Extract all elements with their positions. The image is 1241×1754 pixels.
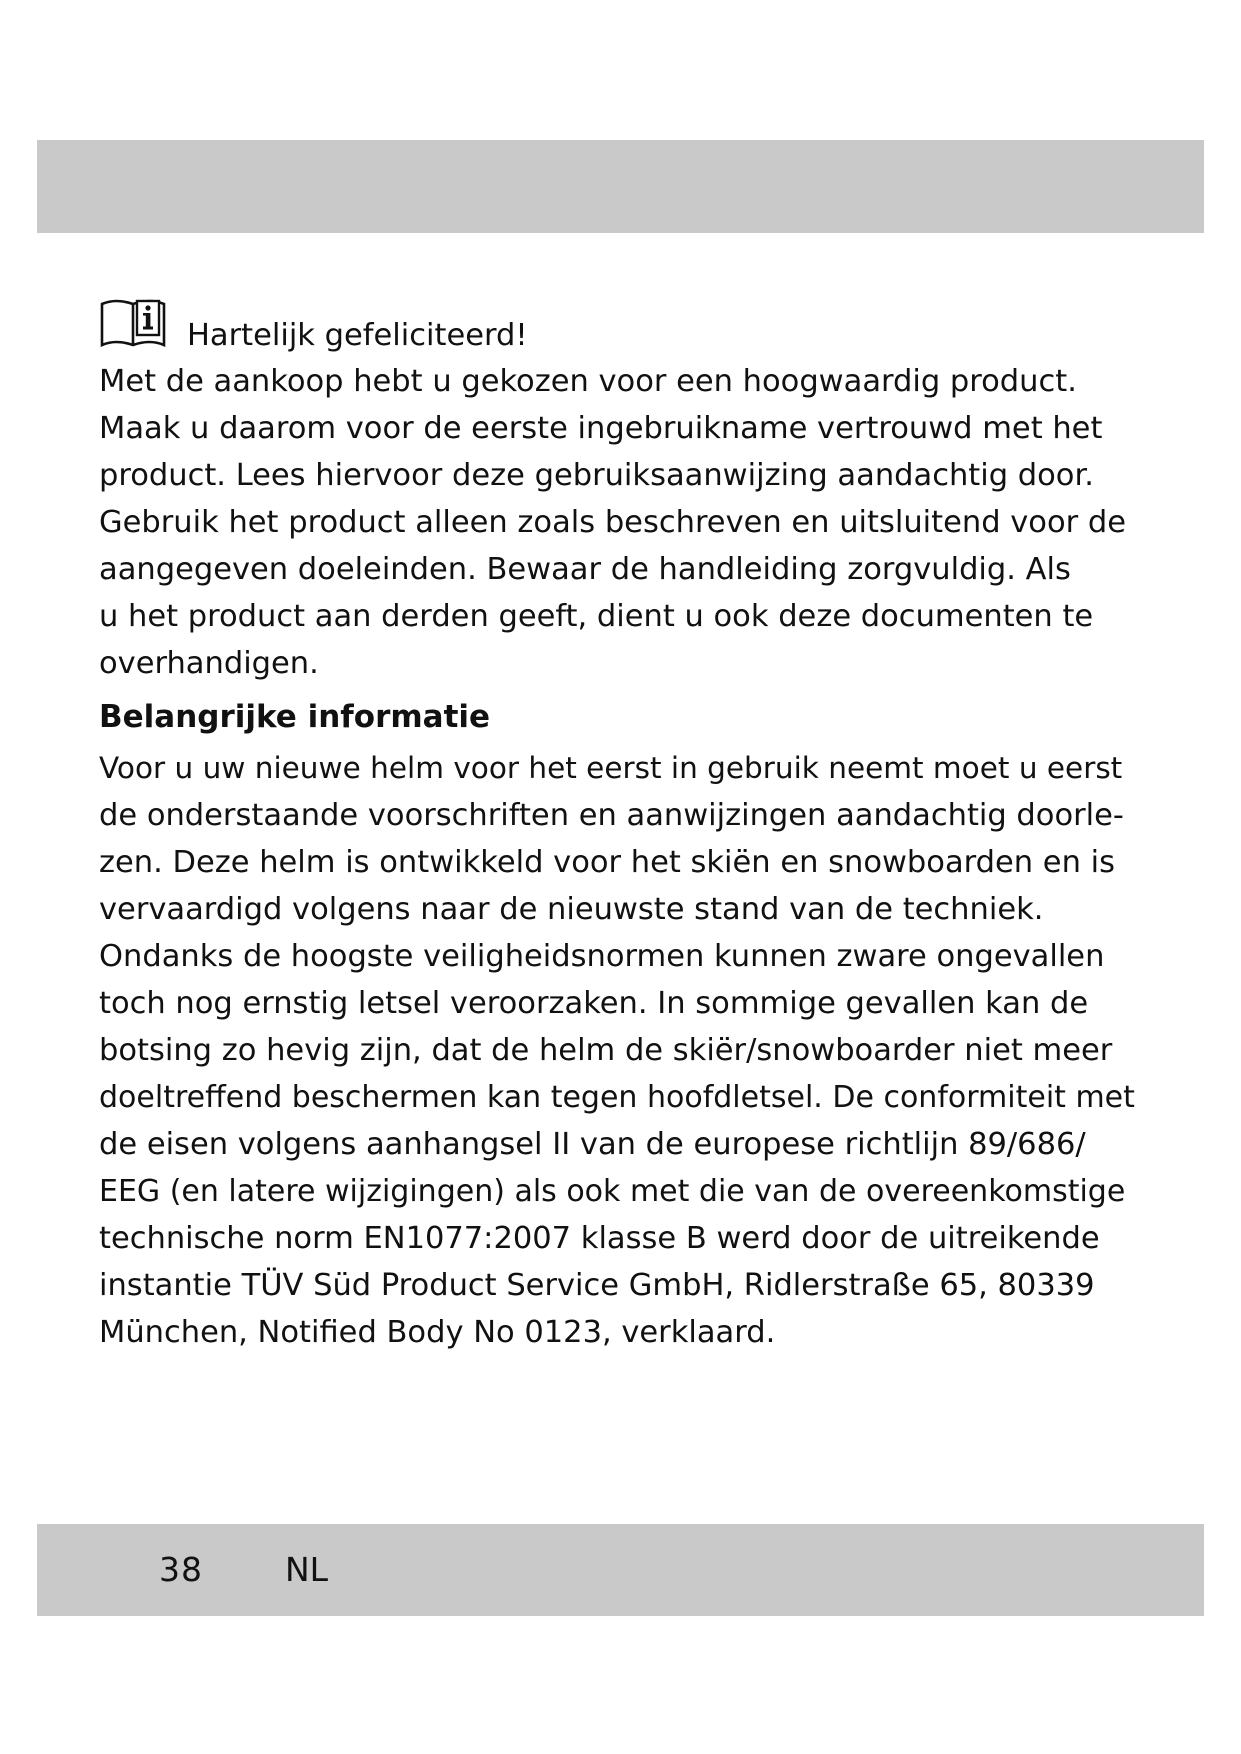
paragraph-line: vervaardigd volgens naar de nieuwste stand van de techniek. xyxy=(99,892,1044,927)
document-body xyxy=(99,296,1139,1356)
paragraph-line: zen. Deze helm is ontwikkeld voor het skiën en snowboarden en is xyxy=(99,845,1115,880)
section-title: Belangrijke informatie xyxy=(99,699,491,735)
paragraph-line: aangegeven doeleinden. Bewaar de handleiding zorgvuldig. Als xyxy=(99,552,1071,587)
paragraph-line: u het product aan derden geeft, dient u ook deze documenten te xyxy=(99,599,1094,634)
footer-band xyxy=(37,1524,1204,1616)
page-number: 38 xyxy=(159,1550,203,1589)
paragraph-line: Ondanks de hoogste veiligheidsnormen kunnen zware ongevallen xyxy=(99,939,1105,974)
intro-paragraph xyxy=(99,358,1139,687)
paragraph-line: Gebruik het product alleen zoals beschreven en uitsluitend voor de xyxy=(99,505,1126,540)
paragraph-line: doeltreffend beschermen kan tegen hoofdletsel. De conformiteit met xyxy=(99,1080,1135,1115)
info-book-icon xyxy=(99,296,167,348)
paragraph-line: overhandigen. xyxy=(99,646,319,681)
important-paragraph xyxy=(99,745,1139,1356)
paragraph-line: botsing zo hevig zijn, dat de helm de skiër/snowboarder niet meer xyxy=(99,1033,1113,1068)
paragraph-line: Maak u daarom voor de eerste ingebruikname vertrouwd met het xyxy=(99,411,1103,446)
language-code: NL xyxy=(285,1550,329,1589)
paragraph-line: instantie TÜV Süd Product Service GmbH, Ridlerstraße 65, 80339 xyxy=(99,1268,1095,1303)
intro-heading xyxy=(99,296,1139,358)
header-band xyxy=(37,140,1204,233)
paragraph-line: de eisen volgens aanhangsel II van de europese richtlijn 89/686/ xyxy=(99,1127,1086,1162)
paragraph-line: Met de aankoop hebt u gekozen voor een hoogwaardig product. xyxy=(99,364,1077,399)
paragraph-line: EEG (en latere wijzigingen) als ook met die van de overeenkomstige xyxy=(99,1174,1126,1209)
paragraph-line: München, Notified Body No 0123, verklaard. xyxy=(99,1315,776,1350)
paragraph-line: technische norm EN1077:2007 klasse B werd door de uitreikende xyxy=(99,1221,1100,1256)
paragraph-line: product. Lees hiervoor deze gebruiksaanwijzing aandachtig door. xyxy=(99,458,1094,493)
greeting-text: Hartelijk gefeliciteerd! xyxy=(187,318,528,353)
paragraph-line: toch nog ernstig letsel veroorzaken. In sommige gevallen kan de xyxy=(99,986,1089,1021)
paragraph-line: de onderstaande voorschriften en aanwijzingen aandachtig doorle- xyxy=(99,798,1124,833)
paragraph-line: Voor u uw nieuwe helm voor het eerst in gebruik neemt moet u eerst xyxy=(99,751,1123,785)
